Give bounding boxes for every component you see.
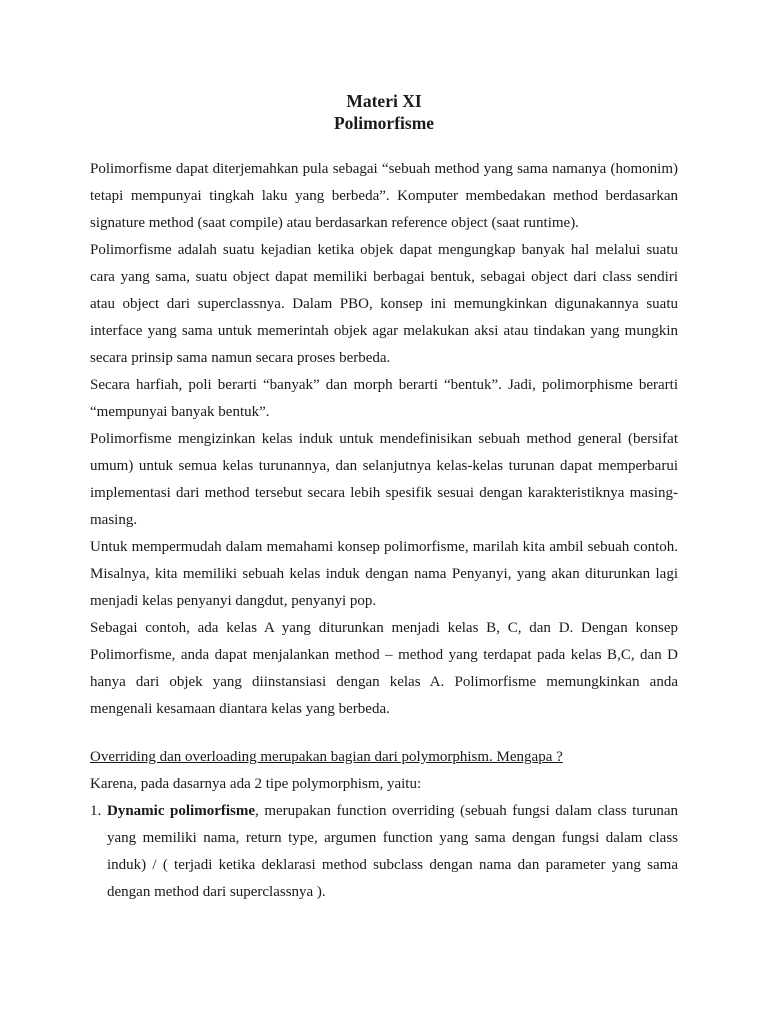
list-item <box>90 798 678 906</box>
title-line-1: Materi XI <box>346 91 422 111</box>
paragraph-3: Secara harfiah, poli berarti “banyak” dan morph berarti “bentuk”. Jadi, polimorphisme berarti “mempunyai banyak bentuk”. <box>90 377 678 420</box>
document-title <box>90 90 678 134</box>
section-intro: Karena, pada dasarnya ada 2 tipe polymorphism, yaitu: <box>90 776 422 792</box>
paragraph-6: Sebagai contoh, ada kelas A yang diturunkan menjadi kelas B, C, dan D. Dengan konsep Polimorfisme, anda dapat menjalankan method – method yang terdapat pada kelas B,C, dan D hanya dari objek yang diinstansiasi dengan kelas A. Polimorfisme memungkinkan anda mengenali kesamaan diantara kelas yang berbeda. <box>90 620 678 717</box>
list-number: 1. <box>90 803 102 819</box>
title-line-2: Polimorfisme <box>333 113 435 133</box>
paragraph-4: Polimorfisme mengizinkan kelas induk untuk mendefinisikan sebuah method general (bersifat umum) untuk semua kelas turunannya, dan selanjutnya kelas-kelas turunan dapat memperbarui implementasi dari method tersebut secara lebih spesifik sesuai dengan karakteristiknya masing-masing. <box>90 431 678 528</box>
section-heading: Overriding dan overloading merupakan bagian dari polymorphism. Mengapa ? <box>90 749 563 765</box>
paragraph-2: Polimorfisme adalah suatu kejadian ketika objek dapat mengungkap banyak hal melalui suatu cara yang sama, suatu object dapat memiliki berbagai bentuk, sebagai object dari class sendiri atau object dari superclassnya. Dalam PBO, konsep ini memungkinkan digunakannya suatu interface yang sama untuk memerintah objek agar melakukan aksi atau tindakan yang mungkin secara prinsip sama namun secara proses berbeda. <box>90 242 678 366</box>
list-term: Dynamic polimorfisme <box>107 803 256 819</box>
list-body <box>107 798 678 906</box>
paragraph-1: Polimorfisme dapat diterjemahkan pula sebagai “sebuah method yang sama namanya (homonim) tetapi mempunyai tingkah laku yang berbeda”. Komputer membedakan method berdasarkan signature method (saat compile) atau berdasarkan reference object (saat runtime). <box>90 161 678 231</box>
document-page <box>90 90 678 906</box>
list-text: , merupakan function overriding (sebuah fungsi dalam class turunan yang memiliki nama, return type, argumen function yang sama dengan fungsi dalam class induk) / ( terjadi ketika deklarasi method subclass dengan nama dan parameter yang sama dengan method dari superclassnya ). <box>107 803 678 900</box>
paragraph-5: Untuk mempermudah dalam memahami konsep polimorfisme, marilah kita ambil sebuah contoh. Misalnya, kita memiliki sebuah kelas induk dengan nama Penyanyi, yang akan diturunkan lagi menjadi kelas penyanyi dangdut, penyanyi pop. <box>90 539 678 609</box>
section-gap <box>90 723 678 744</box>
